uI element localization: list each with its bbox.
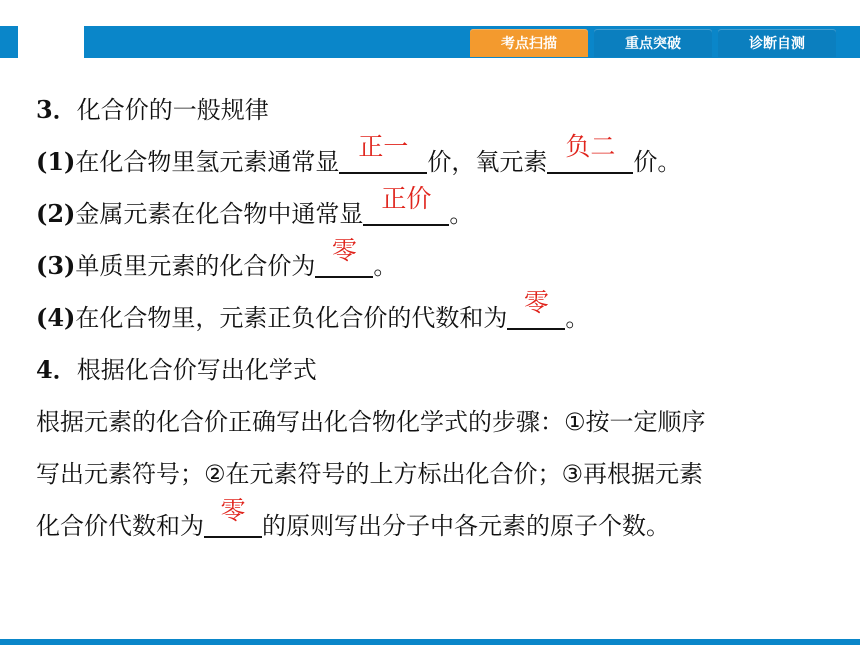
answer-text: 正一	[358, 132, 409, 161]
rule-text: 价，氧元素	[427, 148, 548, 176]
rule-text: 在化合物里，元素正负化合价的代数和为	[75, 304, 508, 332]
answer-text: 零	[331, 236, 357, 265]
rule-number: (1)	[36, 147, 76, 176]
rule-text: 。	[449, 200, 474, 228]
rule-1	[36, 132, 848, 188]
header-left-block	[0, 26, 18, 58]
answer-blank	[547, 132, 633, 174]
section-title: 根据化合价写出化学式	[76, 356, 317, 384]
section-title: 化合价的一般规律	[76, 96, 269, 124]
answer-text: 零	[523, 288, 549, 317]
rule-text: 在化合物里氢元素通常显	[75, 148, 340, 176]
rule-number: (3)	[36, 251, 76, 280]
answer-text: 正价	[381, 184, 432, 213]
paragraph-line-1: 根据元素的化合价正确写出化合物化学式的步骤：①按一定顺序	[36, 408, 706, 436]
rule-number: (2)	[36, 199, 76, 228]
rule-4	[36, 288, 848, 344]
answer-blank	[507, 288, 565, 330]
paragraph-text: 化合价代数和为	[36, 512, 204, 540]
answer-text: 零	[220, 496, 246, 525]
answer-blank	[339, 132, 427, 174]
nav-tabs	[470, 29, 836, 57]
section-number: 4．	[36, 355, 77, 384]
paragraph-line-2: 写出元素符号；②在元素符号的上方标出化合价；③再根据元素	[36, 460, 704, 488]
rule-text: 价。	[633, 148, 682, 176]
tab-zhenduan-zice[interactable]: 诊断自测	[718, 29, 836, 57]
section-4-heading	[36, 344, 848, 396]
rule-text: 金属元素在化合物中通常显	[75, 200, 364, 228]
rule-2	[36, 184, 848, 240]
answer-blank	[363, 184, 449, 226]
answer-text: 负二	[565, 132, 616, 161]
answer-blank	[204, 496, 262, 538]
paragraph-text: 的原则写出分子中各元素的原子个数。	[262, 512, 670, 540]
section-number: 3．	[36, 95, 77, 124]
rule-text: 。	[565, 304, 590, 332]
answer-blank	[315, 236, 373, 278]
tab-kaodian-saomiao[interactable]: 考点扫描	[470, 29, 588, 57]
section-3-heading	[36, 84, 848, 136]
slide-content	[36, 84, 848, 552]
paragraph-line-3	[36, 496, 848, 552]
tab-zhongdian-tupo[interactable]: 重点突破	[594, 29, 712, 57]
rule-text: 。	[373, 252, 398, 280]
rule-3	[36, 236, 848, 292]
section-4-paragraph	[36, 396, 848, 552]
footer-bar	[0, 639, 860, 645]
rule-number: (4)	[36, 303, 76, 332]
rule-text: 单质里元素的化合价为	[75, 252, 316, 280]
